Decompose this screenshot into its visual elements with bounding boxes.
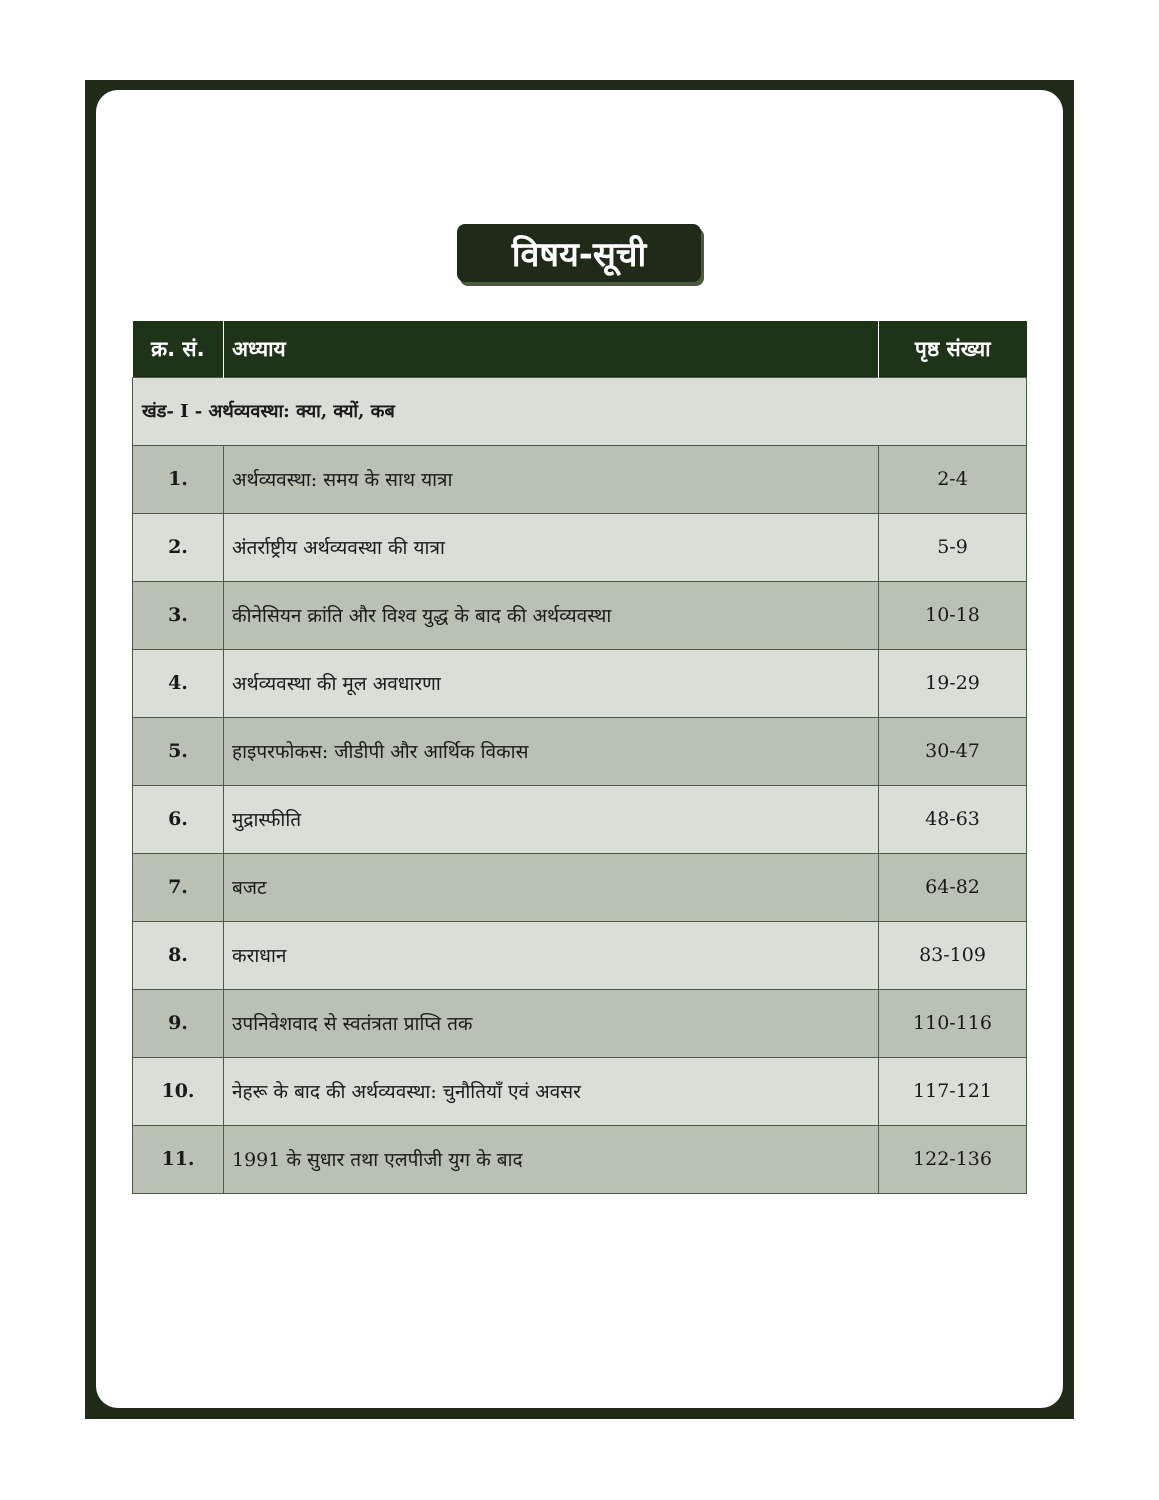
row-chapter-title: 1991 के सुधार तथा एलपीजी युग के बाद xyxy=(224,1125,879,1193)
section-row xyxy=(133,377,1027,445)
row-page-range: 64-82 xyxy=(879,853,1027,921)
row-page-range: 5-9 xyxy=(879,513,1027,581)
row-chapter-title: बजट xyxy=(224,853,879,921)
table-row[interactable] xyxy=(133,853,1027,921)
table-row[interactable] xyxy=(133,921,1027,989)
table-row[interactable] xyxy=(133,445,1027,513)
row-number: 8. xyxy=(133,921,224,989)
table-header-row xyxy=(133,321,1027,377)
row-page-range: 83-109 xyxy=(879,921,1027,989)
header-chapter: अध्याय xyxy=(224,321,879,377)
table-row[interactable] xyxy=(133,989,1027,1057)
page-title: विषय-सूची xyxy=(457,224,701,282)
row-page-range: 110-116 xyxy=(879,989,1027,1057)
row-page-range: 30-47 xyxy=(879,717,1027,785)
table-of-contents xyxy=(132,321,1027,1194)
row-chapter-title: मुद्रास्फीति xyxy=(224,785,879,853)
row-chapter-title: उपनिवेशवाद से स्वतंत्रता प्राप्ति तक xyxy=(224,989,879,1057)
row-page-range: 117-121 xyxy=(879,1057,1027,1125)
row-number: 10. xyxy=(133,1057,224,1125)
row-number: 9. xyxy=(133,989,224,1057)
header-page: पृष्ठ संख्या xyxy=(879,321,1027,377)
table-row[interactable] xyxy=(133,649,1027,717)
row-number: 7. xyxy=(133,853,224,921)
row-number: 2. xyxy=(133,513,224,581)
row-number: 6. xyxy=(133,785,224,853)
row-chapter-title: अर्थव्यवस्था की मूल अवधारणा xyxy=(224,649,879,717)
row-number: 1. xyxy=(133,445,224,513)
header-serial: क्र. सं. xyxy=(133,321,224,377)
row-number: 4. xyxy=(133,649,224,717)
section-title: खंड- I - अर्थव्यवस्था: क्या, क्यों, कब xyxy=(133,377,1027,445)
row-page-range: 48-63 xyxy=(879,785,1027,853)
row-chapter-title: कीनेसियन क्रांति और विश्व युद्ध के बाद की अर्थव्यवस्था xyxy=(224,581,879,649)
table-row[interactable] xyxy=(133,1057,1027,1125)
table-row[interactable] xyxy=(133,1125,1027,1193)
row-chapter-title: कराधान xyxy=(224,921,879,989)
row-chapter-title: अंतर्राष्ट्रीय अर्थव्यवस्था की यात्रा xyxy=(224,513,879,581)
row-page-range: 2-4 xyxy=(879,445,1027,513)
row-number: 5. xyxy=(133,717,224,785)
table-row[interactable] xyxy=(133,513,1027,581)
row-page-range: 19-29 xyxy=(879,649,1027,717)
table-row[interactable] xyxy=(133,785,1027,853)
row-page-range: 10-18 xyxy=(879,581,1027,649)
row-number: 3. xyxy=(133,581,224,649)
row-chapter-title: नेहरू के बाद की अर्थव्यवस्था: चुनौतियाँ एवं अवसर xyxy=(224,1057,879,1125)
table-row[interactable] xyxy=(133,581,1027,649)
row-number: 11. xyxy=(133,1125,224,1193)
row-chapter-title: हाइपरफोकस: जीडीपी और आर्थिक विकास xyxy=(224,717,879,785)
table-row[interactable] xyxy=(133,717,1027,785)
row-chapter-title: अर्थव्यवस्था: समय के साथ यात्रा xyxy=(224,445,879,513)
row-page-range: 122-136 xyxy=(879,1125,1027,1193)
